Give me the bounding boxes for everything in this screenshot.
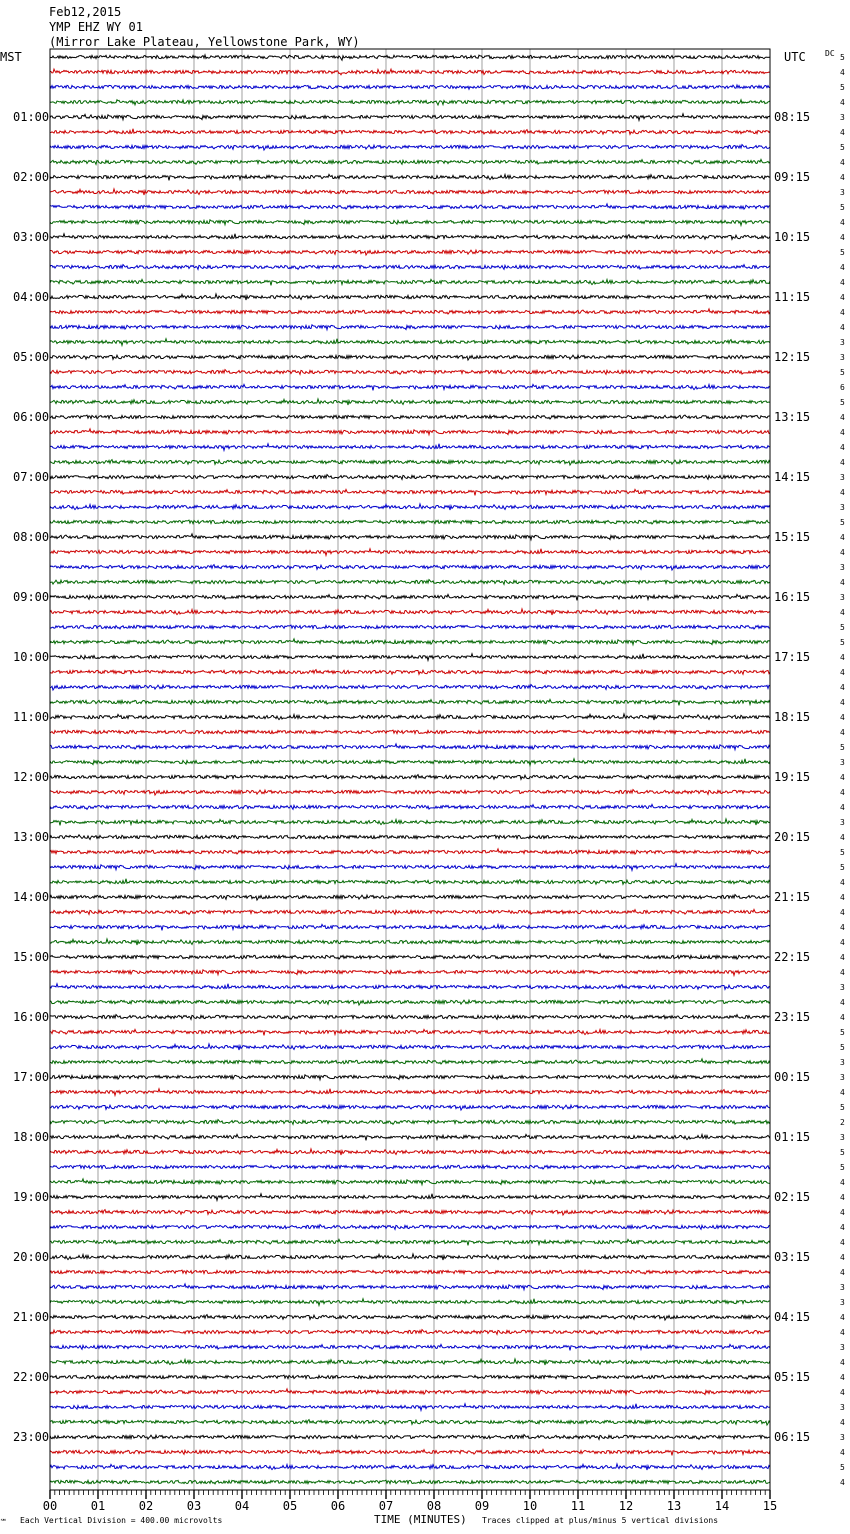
dc-value-45: 4 xyxy=(840,728,845,737)
trace-row-57 xyxy=(50,909,770,914)
trace-row-66 xyxy=(50,1044,770,1050)
trace-row-22 xyxy=(50,384,770,390)
dc-value-72: 3 xyxy=(840,1133,845,1142)
right-hour-label-12: 19:15 xyxy=(774,770,811,784)
dc-value-59: 4 xyxy=(840,938,845,947)
right-hour-label-9: 16:15 xyxy=(774,590,811,604)
trace-row-29 xyxy=(50,489,770,495)
dc-value-57: 4 xyxy=(840,908,845,917)
trace-row-88 xyxy=(50,1375,770,1379)
trace-row-50 xyxy=(50,804,770,809)
dc-value-44: 4 xyxy=(840,713,845,722)
trace-row-81 xyxy=(50,1270,770,1274)
left-hour-label-12: 12:00 xyxy=(13,770,50,784)
right-hour-label-3: 10:15 xyxy=(774,230,811,244)
right-hour-label-22: 05:15 xyxy=(774,1370,811,1384)
trace-row-60 xyxy=(50,954,770,959)
dc-value-93: 4 xyxy=(840,1448,845,1457)
right-hour-label-1: 08:15 xyxy=(774,110,811,124)
dc-value-32: 4 xyxy=(840,533,845,542)
trace-row-92 xyxy=(50,1435,770,1440)
left-hour-label-15: 15:00 xyxy=(13,950,50,964)
dc-value-23: 5 xyxy=(840,398,845,407)
trace-row-72 xyxy=(50,1134,770,1140)
dc-value-81: 4 xyxy=(840,1268,845,1277)
x-tick-label-8: 08 xyxy=(426,1499,442,1513)
trace-row-62 xyxy=(50,984,770,990)
trace-row-20 xyxy=(50,355,770,360)
trace-row-64 xyxy=(50,1015,770,1020)
trace-row-5 xyxy=(50,129,770,135)
dc-value-17: 4 xyxy=(840,308,845,317)
right-hour-label-8: 15:15 xyxy=(774,530,811,544)
trace-row-23 xyxy=(50,399,770,405)
trace-row-8 xyxy=(50,174,770,180)
trace-row-18 xyxy=(50,325,770,330)
dc-value-95: 4 xyxy=(840,1478,845,1487)
dc-value-3: 4 xyxy=(840,98,845,107)
left-hour-label-6: 06:00 xyxy=(13,410,50,424)
right-hour-label-15: 22:15 xyxy=(774,950,811,964)
header-location: (Mirror Lake Plateau, Yellowstone Park, WY) xyxy=(49,35,360,49)
dc-value-10: 5 xyxy=(840,203,845,212)
left-hour-label-8: 08:00 xyxy=(13,530,50,544)
trace-row-26 xyxy=(50,444,770,451)
dc-value-1: 4 xyxy=(840,68,845,77)
right-hour-label-7: 14:15 xyxy=(774,470,811,484)
dc-value-15: 4 xyxy=(840,278,845,287)
dc-value-8: 4 xyxy=(840,173,845,182)
trace-row-7 xyxy=(50,159,770,164)
trace-row-46 xyxy=(50,744,770,750)
trace-row-86 xyxy=(50,1344,770,1350)
trace-row-13 xyxy=(50,250,770,255)
trace-row-37 xyxy=(50,609,770,615)
trace-row-30 xyxy=(50,504,770,510)
trace-row-28 xyxy=(50,475,770,480)
dc-value-79: 4 xyxy=(840,1238,845,1247)
left-hour-label-9: 09:00 xyxy=(13,590,50,604)
scale-note: Each Vertical Division = 400.00 microvolts xyxy=(20,1516,223,1525)
trace-row-76 xyxy=(50,1194,770,1201)
right-hour-label-11: 18:15 xyxy=(774,710,811,724)
header-date: Feb12,2015 xyxy=(49,5,122,19)
dc-value-13: 5 xyxy=(840,248,845,257)
dc-value-85: 4 xyxy=(840,1328,845,1337)
dc-value-4: 3 xyxy=(840,113,845,122)
corner-mark: ℠ xyxy=(0,1518,8,1526)
dc-value-89: 4 xyxy=(840,1388,845,1397)
dc-value-33: 4 xyxy=(840,548,845,557)
trace-row-53 xyxy=(50,849,770,854)
trace-row-32 xyxy=(50,534,770,540)
dc-value-7: 4 xyxy=(840,158,845,167)
right-hour-label-21: 04:15 xyxy=(774,1310,811,1324)
dc-value-94: 5 xyxy=(840,1463,845,1472)
trace-row-38 xyxy=(50,625,770,629)
dc-value-65: 5 xyxy=(840,1028,845,1037)
trace-row-12 xyxy=(50,234,770,240)
trace-row-63 xyxy=(50,1000,770,1005)
dc-value-26: 4 xyxy=(840,443,845,452)
trace-row-27 xyxy=(50,460,770,465)
trace-row-4 xyxy=(50,114,770,121)
left-hour-label-22: 22:00 xyxy=(13,1370,50,1384)
trace-row-93 xyxy=(50,1449,770,1455)
x-tick-label-3: 03 xyxy=(186,1499,202,1513)
x-tick-label-12: 12 xyxy=(618,1499,634,1513)
left-hour-label-23: 23:00 xyxy=(13,1430,50,1444)
trace-row-35 xyxy=(50,580,770,585)
trace-row-89 xyxy=(50,1389,770,1395)
dc-value-76: 4 xyxy=(840,1193,845,1202)
trace-row-31 xyxy=(50,520,770,524)
x-axis xyxy=(43,1490,777,1513)
dc-value-29: 4 xyxy=(840,488,845,497)
dc-value-61: 4 xyxy=(840,968,845,977)
trace-row-84 xyxy=(50,1315,770,1320)
trace-row-79 xyxy=(50,1239,770,1245)
trace-row-17 xyxy=(50,309,770,314)
trace-row-6 xyxy=(50,145,770,150)
trace-row-15 xyxy=(50,279,770,285)
x-tick-label-1: 01 xyxy=(90,1499,106,1513)
trace-row-14 xyxy=(50,265,770,270)
trace-row-65 xyxy=(50,1029,770,1035)
dc-value-31: 5 xyxy=(840,518,845,527)
dc-value-41: 4 xyxy=(840,668,845,677)
x-axis-title: TIME (MINUTES) xyxy=(374,1513,467,1526)
trace-row-16 xyxy=(50,294,770,300)
x-tick-label-2: 02 xyxy=(138,1499,154,1513)
dc-value-52: 4 xyxy=(840,833,845,842)
dc-value-43: 4 xyxy=(840,698,845,707)
dc-value-63: 4 xyxy=(840,998,845,1007)
trace-rows xyxy=(50,55,770,1484)
dc-value-82: 3 xyxy=(840,1283,845,1292)
dc-value-46: 5 xyxy=(840,743,845,752)
dc-value-56: 4 xyxy=(840,893,845,902)
plot-frame xyxy=(50,49,770,1490)
dc-value-20: 3 xyxy=(840,353,845,362)
dc-value-70: 5 xyxy=(840,1103,845,1112)
trace-row-59 xyxy=(50,939,770,945)
trace-row-94 xyxy=(50,1464,770,1470)
trace-row-33 xyxy=(50,549,770,556)
x-tick-label-9: 09 xyxy=(474,1499,490,1513)
trace-row-11 xyxy=(50,220,770,226)
left-timezone-label: MST xyxy=(0,50,22,64)
trace-row-47 xyxy=(50,759,770,766)
dc-value-11: 4 xyxy=(840,218,845,227)
trace-row-9 xyxy=(50,189,770,195)
dc-value-39: 5 xyxy=(840,638,845,647)
left-hour-label-19: 19:00 xyxy=(13,1190,50,1204)
right-hour-label-19: 02:15 xyxy=(774,1190,811,1204)
dc-value-68: 3 xyxy=(840,1073,845,1082)
left-hour-label-14: 14:00 xyxy=(13,890,50,904)
dc-value-91: 4 xyxy=(840,1418,845,1427)
trace-row-55 xyxy=(50,879,770,885)
trace-row-19 xyxy=(50,339,770,346)
dc-value-60: 4 xyxy=(840,953,845,962)
dc-value-53: 5 xyxy=(840,848,845,857)
dc-value-54: 5 xyxy=(840,863,845,872)
dc-value-78: 4 xyxy=(840,1223,845,1232)
dc-value-66: 5 xyxy=(840,1043,845,1052)
dc-value-83: 3 xyxy=(840,1298,845,1307)
trace-row-75 xyxy=(50,1179,770,1185)
dc-value-36: 3 xyxy=(840,593,845,602)
left-hour-label-5: 05:00 xyxy=(13,350,50,364)
dc-value-28: 3 xyxy=(840,473,845,482)
trace-row-85 xyxy=(50,1330,770,1335)
dc-value-18: 4 xyxy=(840,323,845,332)
trace-row-52 xyxy=(50,835,770,840)
trace-row-95 xyxy=(50,1480,770,1484)
dc-value-42: 4 xyxy=(840,683,845,692)
dc-value-14: 4 xyxy=(840,263,845,272)
x-tick-label-15: 15 xyxy=(762,1499,778,1513)
trace-row-40 xyxy=(50,654,770,661)
right-hour-label-23: 06:15 xyxy=(774,1430,811,1444)
clip-note: Traces clipped at plus/minus 5 vertical divisions xyxy=(482,1516,719,1525)
right-hour-label-5: 12:15 xyxy=(774,350,811,364)
trace-row-69 xyxy=(50,1089,770,1096)
dc-value-6: 5 xyxy=(840,143,845,152)
left-hour-label-10: 10:00 xyxy=(13,650,50,664)
dc-value-12: 4 xyxy=(840,233,845,242)
right-hour-labels xyxy=(774,110,810,1444)
trace-row-67 xyxy=(50,1059,770,1064)
right-hour-label-17: 00:15 xyxy=(774,1070,811,1084)
dc-value-58: 4 xyxy=(840,923,845,932)
left-hour-label-16: 16:00 xyxy=(13,1010,50,1024)
left-hour-label-4: 04:00 xyxy=(13,290,50,304)
trace-row-48 xyxy=(50,775,770,780)
trace-row-21 xyxy=(50,370,770,375)
dc-value-75: 4 xyxy=(840,1178,845,1187)
dc-value-86: 3 xyxy=(840,1343,845,1352)
left-hour-label-20: 20:00 xyxy=(13,1250,50,1264)
dc-value-16: 4 xyxy=(840,293,845,302)
trace-row-91 xyxy=(50,1420,770,1425)
dc-value-27: 4 xyxy=(840,458,845,467)
dc-value-21: 5 xyxy=(840,368,845,377)
trace-row-68 xyxy=(50,1075,770,1080)
trace-row-73 xyxy=(50,1149,770,1155)
trace-row-87 xyxy=(50,1359,770,1365)
trace-row-49 xyxy=(50,790,770,795)
right-hour-label-16: 23:15 xyxy=(774,1010,811,1024)
trace-row-77 xyxy=(50,1210,770,1215)
trace-row-1 xyxy=(50,69,770,75)
left-hour-label-13: 13:00 xyxy=(13,830,50,844)
dc-value-80: 4 xyxy=(840,1253,845,1262)
trace-row-34 xyxy=(50,565,770,570)
trace-row-51 xyxy=(50,819,770,826)
dc-value-92: 3 xyxy=(840,1433,845,1442)
trace-row-82 xyxy=(50,1284,770,1290)
trace-row-24 xyxy=(50,415,770,419)
dc-value-64: 4 xyxy=(840,1013,845,1022)
dc-value-48: 4 xyxy=(840,773,845,782)
trace-row-3 xyxy=(50,100,770,105)
trace-row-61 xyxy=(50,970,770,976)
left-hour-label-18: 18:00 xyxy=(13,1130,50,1144)
dc-value-47: 3 xyxy=(840,758,845,767)
x-tick-label-0: 00 xyxy=(42,1499,58,1513)
x-tick-label-5: 05 xyxy=(282,1499,298,1513)
dc-value-0: 5 xyxy=(840,53,845,62)
dc-value-5: 4 xyxy=(840,128,845,137)
right-hour-label-10: 17:15 xyxy=(774,650,811,664)
dc-value-19: 3 xyxy=(840,338,845,347)
dc-value-73: 5 xyxy=(840,1148,845,1157)
trace-row-36 xyxy=(50,594,770,600)
x-tick-label-13: 13 xyxy=(666,1499,682,1513)
dc-value-90: 3 xyxy=(840,1403,845,1412)
dc-value-22: 6 xyxy=(840,383,845,392)
right-hour-label-6: 13:15 xyxy=(774,410,811,424)
left-hour-label-3: 03:00 xyxy=(13,230,50,244)
right-hour-label-4: 11:15 xyxy=(774,290,811,304)
dc-value-77: 4 xyxy=(840,1208,845,1217)
trace-row-70 xyxy=(50,1105,770,1110)
dc-value-50: 4 xyxy=(840,803,845,812)
x-tick-label-10: 10 xyxy=(522,1499,538,1513)
trace-row-45 xyxy=(50,730,770,734)
trace-row-10 xyxy=(50,204,770,209)
header-station: YMP EHZ WY 01 xyxy=(49,20,143,34)
left-hour-label-17: 17:00 xyxy=(13,1070,50,1084)
right-timezone-label: UTC xyxy=(784,50,806,64)
x-tick-label-6: 06 xyxy=(330,1499,346,1513)
trace-row-90 xyxy=(50,1404,770,1411)
trace-row-39 xyxy=(50,639,770,645)
right-hour-label-14: 21:15 xyxy=(774,890,811,904)
trace-row-25 xyxy=(50,429,770,435)
left-hour-label-1: 01:00 xyxy=(13,110,50,124)
left-hour-label-21: 21:00 xyxy=(13,1310,50,1324)
left-hour-label-7: 07:00 xyxy=(13,470,50,484)
trace-row-58 xyxy=(50,924,770,930)
right-hour-label-20: 03:15 xyxy=(774,1250,811,1264)
dc-value-30: 3 xyxy=(840,503,845,512)
dc-label: DC xyxy=(825,49,835,58)
dc-value-34: 3 xyxy=(840,563,845,572)
dc-value-40: 4 xyxy=(840,653,845,662)
dc-value-49: 4 xyxy=(840,788,845,797)
dc-value-35: 4 xyxy=(840,578,845,587)
dc-value-2: 5 xyxy=(840,83,845,92)
dc-value-67: 3 xyxy=(840,1058,845,1067)
right-hour-label-18: 01:15 xyxy=(774,1130,811,1144)
right-hour-label-2: 09:15 xyxy=(774,170,811,184)
dc-value-51: 3 xyxy=(840,818,845,827)
x-tick-label-4: 04 xyxy=(234,1499,250,1513)
trace-row-54 xyxy=(50,864,770,871)
x-tick-label-7: 07 xyxy=(378,1499,394,1513)
dc-value-9: 3 xyxy=(840,188,845,197)
trace-row-78 xyxy=(50,1225,770,1230)
dc-value-24: 4 xyxy=(840,413,845,422)
dc-value-25: 4 xyxy=(840,428,845,437)
trace-row-71 xyxy=(50,1120,770,1125)
dc-value-37: 4 xyxy=(840,608,845,617)
left-hour-label-2: 02:00 xyxy=(13,170,50,184)
trace-row-43 xyxy=(50,699,770,705)
trace-row-74 xyxy=(50,1165,770,1169)
dc-value-88: 4 xyxy=(840,1373,845,1382)
trace-row-41 xyxy=(50,670,770,675)
left-hour-label-11: 11:00 xyxy=(13,710,50,724)
trace-row-56 xyxy=(50,895,770,900)
dc-value-84: 4 xyxy=(840,1313,845,1322)
trace-row-83 xyxy=(50,1299,770,1306)
dc-value-71: 2 xyxy=(840,1118,845,1127)
right-hour-label-13: 20:15 xyxy=(774,830,811,844)
dc-value-74: 5 xyxy=(840,1163,845,1172)
trace-row-80 xyxy=(50,1254,770,1260)
trace-row-44 xyxy=(50,714,770,720)
dc-offset-column xyxy=(840,53,845,1487)
dc-value-87: 4 xyxy=(840,1358,845,1367)
dc-value-55: 4 xyxy=(840,878,845,887)
dc-value-62: 3 xyxy=(840,983,845,992)
trace-row-2 xyxy=(50,85,770,89)
trace-row-42 xyxy=(50,685,770,690)
dc-value-69: 4 xyxy=(840,1088,845,1097)
dc-value-38: 5 xyxy=(840,623,845,632)
x-tick-label-14: 14 xyxy=(714,1499,730,1513)
x-tick-label-11: 11 xyxy=(570,1499,586,1513)
trace-row-0 xyxy=(50,55,770,60)
left-hour-labels xyxy=(13,110,49,1444)
